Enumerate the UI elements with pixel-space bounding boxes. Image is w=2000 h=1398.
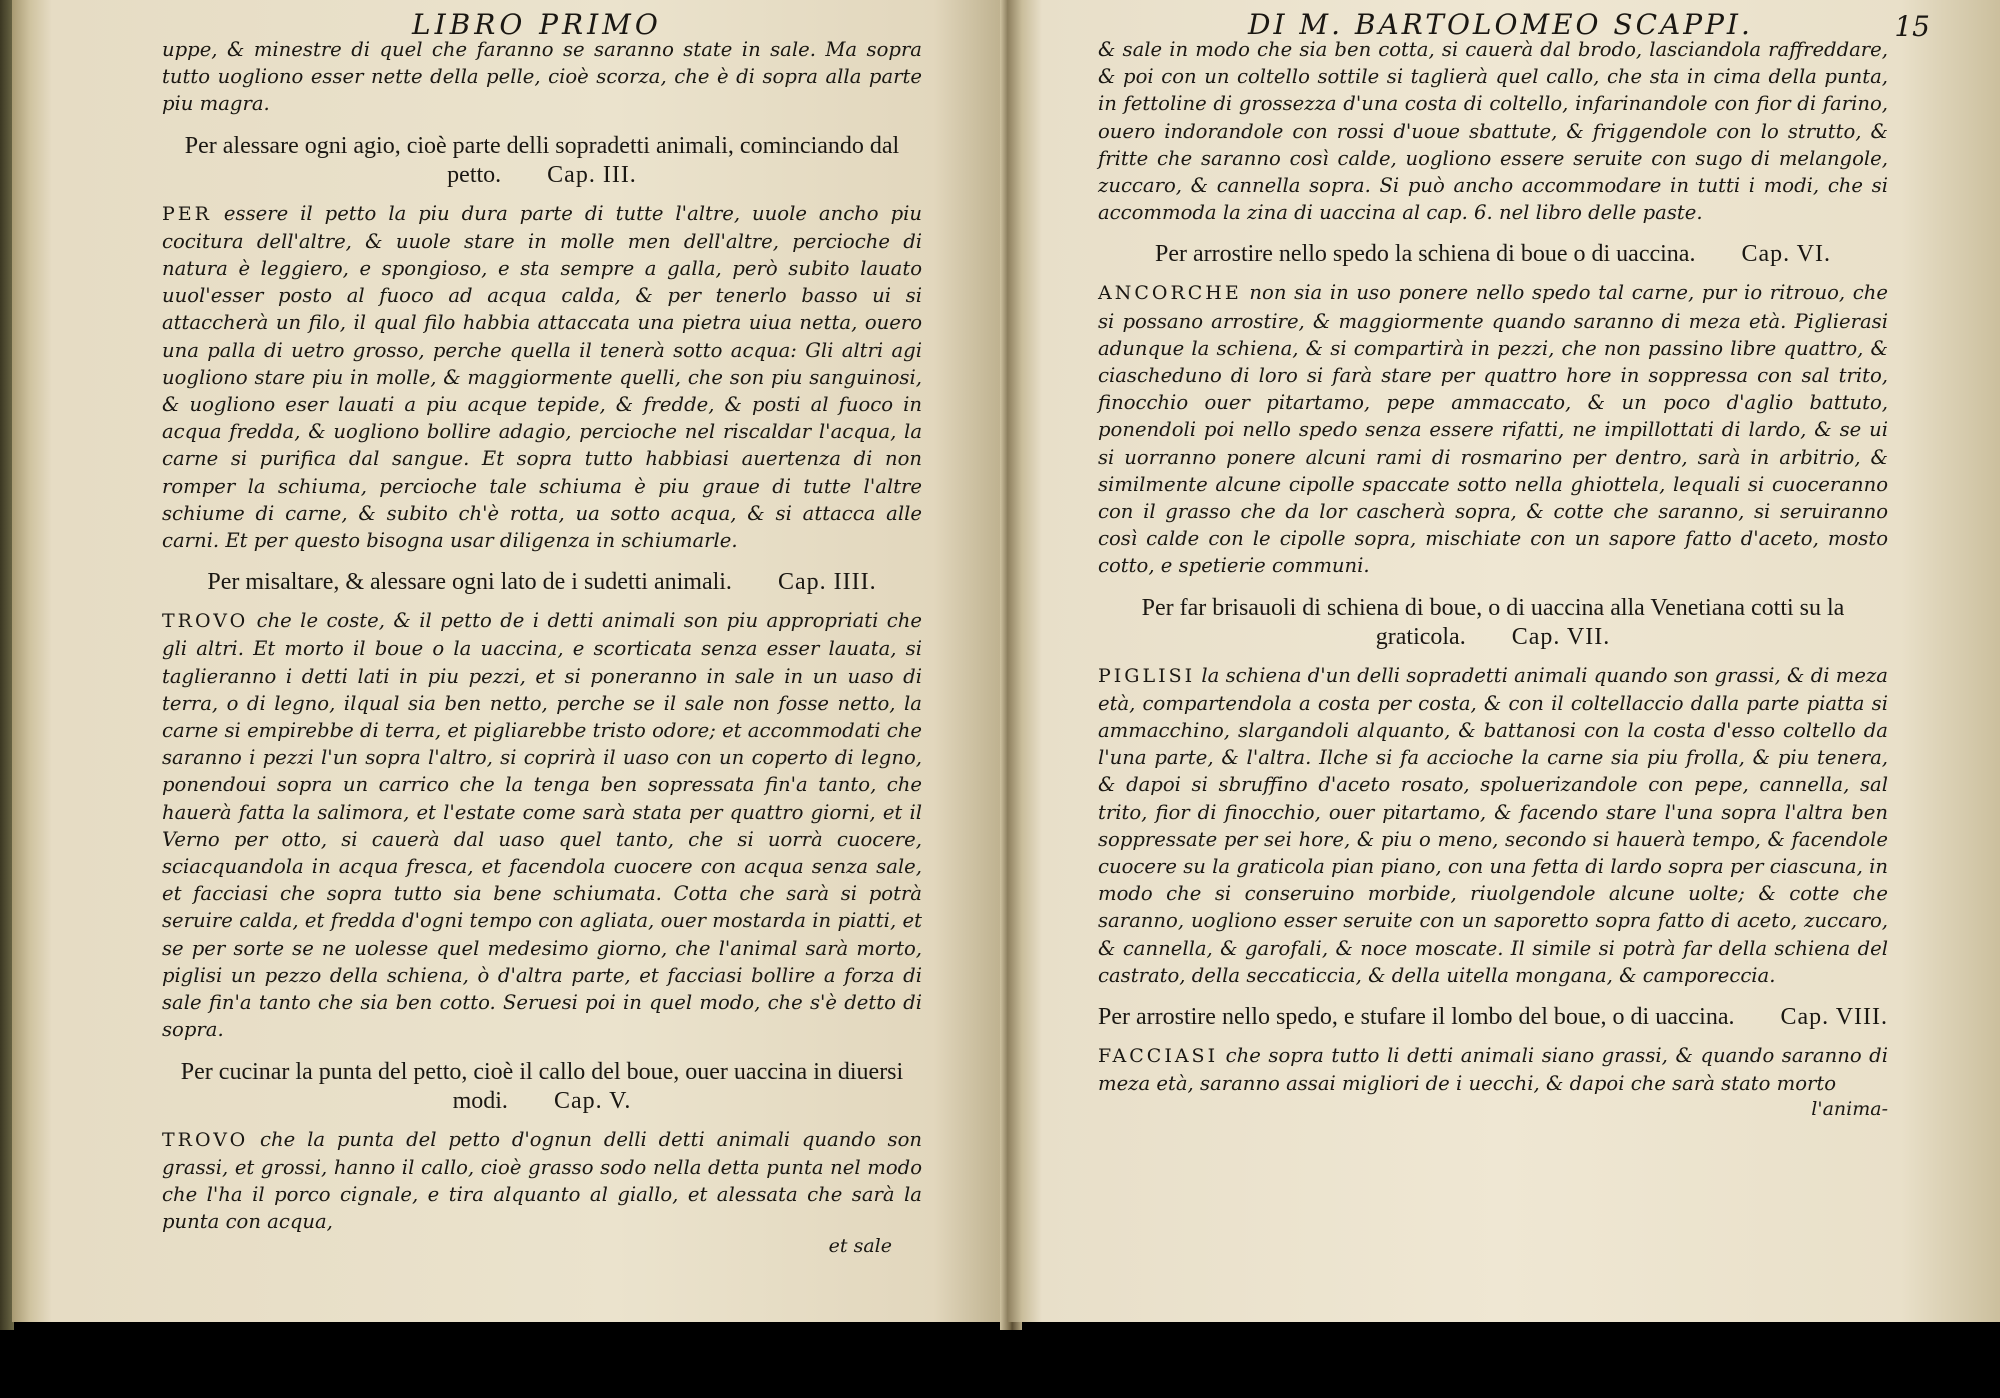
chapter-title: Per cucinar la punta del petto, cioè il callo del boue, ouer uaccina in diuersi modi. <box>180 1058 904 1114</box>
initial-word: PIGLISI <box>1098 664 1196 687</box>
right-running-head: DI M. BARTOLOMEO SCAPPI. <box>1248 8 1753 41</box>
paragraph-text: che sopra tutto li detti animali siano grassi, & quando saranno di meza età, saranno assai migliori de i uecchi, & dapoi che sarà stato morto <box>1098 1044 1888 1096</box>
initial-word: FACCIASI <box>1098 1045 1219 1068</box>
paragraph-text: la schiena d'un delli sopradetti animali quando son grassi, & di meza età, compartendola a costa per costa, & con il coltellaccio dalla parte piatta si ammacchino, slargandoli alquanto, & battanosi con la costa d'esso coltello da l'una parte, & l'altra. Ilche si fa accioche la carne sia piu frolla, & piu tenera, & dapoi si sbruffino d'aceto rosato, spoluerizandole con pepe, cannella, sal trito, fior di finocchio, ouer pitartamo, & facendo stare l'una sopra l'altra ben soppressate per sei hore, & piu o meno, secondo si hauerà tempo, & facendole cuocere su la graticola pian piano, con una fetta di lardo sopra per ciascuna, in modo che si conseruino morbide, riuolgendole alcune uolte; & cotte che saranno, uogliono esser seruite con un saporetto sopra fatto di aceto, zuccaro, & cannella, & garofali, & noce moscate. Il simile si potrà far della schiena del castrato, della seccaticcia, & della uitella mongana, & camporeccia. <box>1098 663 1888 987</box>
chapter-number: Cap. V. <box>553 1087 632 1114</box>
left-page <box>12 0 1014 1322</box>
chapter-title: Per misaltare, & alessare ogni lato de i sudetti animali. <box>207 569 732 596</box>
left-text-block-0: uppe, & minestre di quel che faranno se saranno state in sale. Ma sopra tutto uogliono esser nette della pelle, cioè scorza, che è di sopra alla parte piu magra. <box>162 38 922 116</box>
initial-word: ANCORCHE <box>1098 282 1242 305</box>
chapter-number: Cap. VI. <box>1741 241 1832 268</box>
chapter-title: Per arrostire nello spedo, e stufare il lombo del boue, o di uaccina. <box>1098 1004 1735 1031</box>
chapter-title: Per alessare ogni agio, cioè parte delli sopradetti animali, cominciando dal petto. <box>184 132 900 188</box>
left-text-block-4 <box>162 607 922 1043</box>
left-text-block-6 <box>162 1126 922 1236</box>
right-text-column <box>1098 36 1888 1120</box>
right-text-block-0: & sale in modo che sia ben cotta, si cauerà dal brodo, lasciandola raffreddare, & poi con un coltello sottile si taglierà quel callo, che sta in cima della punta, in fettoline di grossezza d'una costa di coltello, infarinandole con fior di farino, ouero indorandole con rossi d'uoue sbattute, & friggendole con lo strutto, & fritte che saranno così calde, uogliono essere seruite con sugo di melangole, zuccaro, & cannella sopra. Si può ancho accommodare in tutti i modi, che si accommoda la zina di uaccina al cap. 6. nel libro delle paste. <box>1098 38 1888 225</box>
left-chapter-heading-5 <box>162 1058 922 1116</box>
right-catchword: l'anima- <box>1811 1097 1888 1120</box>
paragraph-text: non sia in uso ponere nello spedo tal carne, pur io ritrouo, che si possano arrostire, & maggiormente quando saranno di meza età. Piglierasi adunque la schiena, & si compartirà in pezzi, che non passino libre quattro, & ciascheduno di loro si farà stare per quattro hore in soppressa con sal trito, finocchio ouer pitartamo, pepe ammaccato, & un poco d'aglio battuto, ponendoli poi nello spedo senza essere rifatti, ne impillottati di lardo, & se ui si uorranno ponere alcuni rami di rosmarino per dentro, sarà in arbitrio, & similmente alcune cipolle spaccate sotto nella ghiottela, lequali si cuoceranno con il grasso che da lor cascherà sopra, & cotte che saranno, si seruiranno così calde con le cipolle sopra, mischiate con un sapore fatto d'aceto, mosto cotto, e spetierie communi. <box>1098 281 1888 578</box>
chapter-title: Per arrostire nello spedo la schiena di boue o di uaccina. <box>1154 241 1696 268</box>
left-catchword: et sale <box>828 1235 892 1258</box>
left-chapter-heading-3 <box>162 132 922 190</box>
right-page <box>1008 0 2000 1322</box>
initial-word: TROVO <box>162 1128 249 1151</box>
initial-word: PER <box>162 202 212 225</box>
left-text-column <box>162 36 922 1257</box>
left-text-block-2 <box>162 200 922 555</box>
paragraph-text: essere il petto la piu dura parte di tutte l'altre, uuole ancho piu cocitura dell'altre, & uuole stare in molle men dell'altre, percioche di natura è leggiero, e spongioso, e sta sempre a galla, però subito lauato uuol'esser posto al fuoco ad acqua calda, & per tenerlo basso ui si attaccherà un filo, il qual filo habbia attaccata una pietra uiua netta, ouero una palla di uetro grosso, perche quella il tenerà sotto acqua: Gli altri agi uogliono stare piu in molle, & maggiormente quelli, che son piu sanguinosi, & uogliono eser lauati a piu acque tepide, & fredde, & posti al fuoco in acqua fredda, & uogliono bollire adagio, percioche nel riscaldar l'acqua, la carne si purifica dal sangue. Et sopra tutto habbiasi auertenza di non romper la schiuma, percioche tale schiuma è piu graue di tutte l'altre schiume di carne, & subito ch'è rotta, ua sotto acqua, & si attacca alle carni. Et per questo bisogna usar diligenza in schiumarle. <box>162 201 922 553</box>
paragraph-text: che la punta del petto d'ognun delli detti animali quando son grassi, et grossi, hanno il callo, cioè grasso sodo nella detta punta nel modo che l'ha il porco cignale, e tira alquanto al giallo, et alessata che sarà la punta con acqua, <box>162 1127 922 1234</box>
chapter-title: Per far brisauoli di schiena di boue, o di uaccina alla Venetiana cotti su la graticola. <box>1141 594 1845 650</box>
chapter-number: Cap. VIII. <box>1780 1004 1889 1031</box>
chapter-number: Cap. III. <box>547 161 637 188</box>
chapter-number: Cap. VII. <box>1511 623 1611 650</box>
right-chapter-heading-7 <box>1098 594 1888 652</box>
right-text-block-4 <box>1098 662 1888 989</box>
right-text-block-6 <box>1098 1042 1888 1097</box>
paragraph-text: che le coste, & il petto de i detti animali son piu appropriati che gli altri. Et morto il boue o la uaccina, e scorticata senza esser lauata, si taglieranno i detti lati in piu pezzi, et si poneranno in sale in un uaso di terra, o di legno, ilqual sia ben netto, perche se il sale non fosse netto, la carne si empirebbe di terra, et pigliarebbe tristo odore; et accommodati che saranno i pezzi l'un sopra l'altro, si coprirà il uaso con un coperto di legno, ponendoui sopra un carrico che la tenga ben sopressata fin'a tanto, che hauerà fatta la salimora, et l'estate come sarà stata per quattro giorni, et il Verno per otto, si cauerà dal uaso quel tanto, che si uorrà cuocere, sciacquandola in acqua fresca, et facendola cuocere con acqua senza sale, et facciasi che sopra tutto sia bene schiumata. Cotta che sarà si potrà seruire calda, et fredda d'ogni tempo con agliata, ouer mostarda in piatti, et se per sorte se ne uolesse quel medesimo giorno, che l'animal sarà morto, piglisi un pezzo della schiena, ò d'altra parte, et facciasi bollire a forza di sale fin'a tanto che sia ben cotto. Seruesi poi in quel modo, che s'è detto di sopra. <box>162 609 922 1042</box>
page-number: 15 <box>1894 10 1930 43</box>
left-chapter-heading-4 <box>162 568 922 597</box>
right-text-block-2 <box>1098 279 1888 579</box>
chapter-number: Cap. IIII. <box>777 569 877 596</box>
left-running-head: LIBRO PRIMO <box>412 8 662 41</box>
right-chapter-heading-6 <box>1098 240 1888 269</box>
initial-word: TROVO <box>162 610 249 633</box>
right-chapter-heading-8 <box>1098 1003 1888 1032</box>
